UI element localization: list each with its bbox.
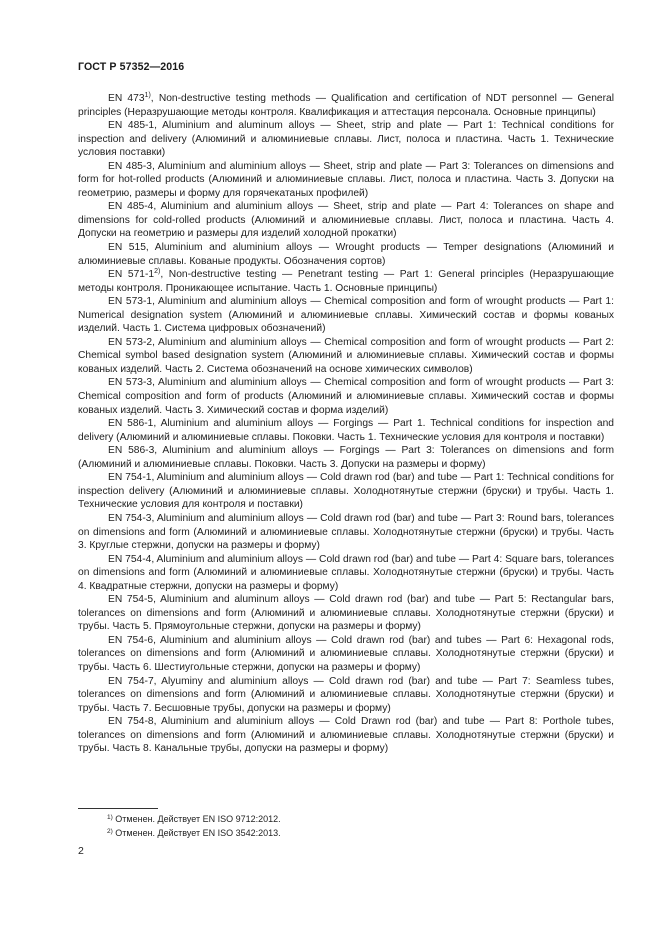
footnote-ref: 1): [144, 92, 151, 99]
reference-entry: [78, 471, 614, 512]
standard-description: , Aluminium and aluminium alloys — Forgings — Part 3: Tolerances on dimensions and form (Алюминий и алюминиевые сплавы. Поковки. Часть 3. Допуски на размеры и форму): [78, 445, 614, 470]
standard-code: EN 515: [108, 242, 146, 254]
reference-entry: [78, 417, 614, 444]
standard-code: EN 473: [108, 93, 145, 104]
standard-description: , Aluminium and aluminium alloys — Sheet, strip and plate — Part 3: Tolerances on dimensions and form for hot-rolled products (Алюминий и алюминиевые сплавы. Лист, полоса и пластина. Часть 3. Допуски на геометрию, размеры и форму для горячекатаных профилей): [78, 160, 614, 199]
standard-description: , Alyuminy and aluminium alloys — Cold drawn rod (bar) and tube — Part 7: Seamless tubes, tolerances on dimensions and form (Алюминий и алюминиевые сплавы. Холоднотянутые стержни (бруски) и трубы. Часть 7. Бесшовные трубы, допуски на размеры и форму): [78, 675, 614, 714]
reference-entry: [78, 553, 614, 594]
standard-description: , Aluminium and aluminum alloys — Cold drawn rod (bar) and tube — Part 5: Rectangular bars, tolerances on dimensions and form (Алюминий и алюминиевые сплавы. Холоднотянутые стержни (бруски) и трубы. Часть 5. Прямоугольные стержни, допуски на размеры и форму): [78, 594, 614, 633]
page-number: 2: [78, 845, 84, 857]
footnote-ref: 2): [154, 268, 161, 276]
standard-code: EN 754-3: [108, 512, 152, 524]
standard-code: EN 754-5: [108, 594, 154, 606]
standard-code: EN 573-2: [108, 336, 153, 348]
standard-code: EN 754-7: [108, 675, 154, 687]
standard-code: EN 586-3: [108, 445, 155, 457]
standard-code: EN 754-4: [108, 553, 152, 565]
footnote-marker: 2): [107, 828, 113, 835]
standard-code: EN 571-1: [108, 269, 155, 281]
reference-entry: [78, 715, 614, 756]
standard-code: EN 485-3: [108, 160, 152, 172]
standard-description: , Aluminium and aluminium alloys — Cold Drawn rod (bar) and tube — Part 8: Porthole tubes, tolerances on dimensions and form (Алюминий и алюминиевые сплавы. Холоднотянутые стержни (бруски) и трубы. Часть 8. Канальные трубы, допуски на размеры и форму): [78, 716, 614, 755]
standard-description: , Aluminium and aluminium alloys — Chemical composition and form of wrought products — Part 2: Chemical symbol based designation system (Алюминий и алюминиевые сплавы. Химический состав и формы кованых изделий. Часть 2. Система обозначений на основе химических символов): [78, 336, 614, 375]
reference-entry: [78, 376, 614, 417]
reference-entry: [78, 675, 614, 716]
standard-code: EN 754-8: [108, 716, 154, 728]
reference-entry: [78, 200, 614, 241]
standard-code: EN 485-1: [108, 120, 155, 132]
reference-entry: [78, 336, 614, 377]
footnotes: [107, 812, 281, 840]
standard-description: , Aluminium and aluminium alloys — Wrought products — Temper designations (Алюминий и алюминиевые сплавы. Кованые продукты. Обозначения сортов): [78, 242, 614, 267]
standard-description: , Aluminium and aluminium alloys — Forgings — Part 1. Technical conditions for inspection and delivery (Алюминий и алюминиевые сплавы. Поковки. Часть 1. Технические условия для контроля и поставки): [78, 418, 614, 443]
reference-entry: [78, 593, 614, 634]
standard-code: EN 485-4: [108, 201, 154, 213]
footnote: [107, 826, 281, 840]
standard-description: , Aluminium and aluminium alloys — Sheet, strip and plate — Part 4: Tolerances on shape and dimensions for cold-rolled products (Алюминий и алюминиевые сплавы. Лист, полоса и пластина. Часть 4. Допуски на геометрию и размеры для изделий холодной прокатки): [78, 201, 614, 240]
standard-code: EN 586-1: [108, 418, 154, 430]
standard-description: , Aluminium and aluminium alloys — Cold drawn rod (bar) and tubes — Part 6: Hexagonal rods, tolerances on dimensions and form (Алюминий и алюминиевые сплавы. Холоднотянутые стержни (бруски) и трубы. Часть 6. Шестиугольные стержни, допуски на размеры и форму): [78, 634, 615, 673]
reference-entry: [78, 160, 614, 201]
footnote: [107, 812, 281, 826]
footnote-marker: 1): [107, 814, 113, 821]
reference-entry: [78, 268, 614, 295]
standard-description: , Aluminium and aluminium alloys — Chemical composition and form of wrought products — Part 3: Chemical composition and form of products (Алюминий и алюминиевые сплавы. Химический состав и формы кованых изделий. Часть 3. Химический состав и форма изделий): [78, 377, 614, 416]
standard-description: , Aluminium and aluminium alloys — Cold drawn rod (bar) and tube — Part 1: Technical conditions for inspection delivery (Алюминий и алюминиевые сплавы. Холоднотянутые стержни (бруски) и трубы. Часть 1. Технические условия для контроля и поставки): [78, 472, 614, 511]
standard-code: EN 754-1: [108, 472, 152, 484]
reference-entry: [78, 444, 614, 471]
standard-description: , Non-destructive testing — Penetrant testing — Part 1: General principles (Неразрушающие методы контроля. Проникающее испытание. Часть 1. Основные принципы): [78, 269, 615, 294]
footnote-text: Отменен. Действует EN ISO 3542:2013.: [115, 828, 281, 838]
references-list: [78, 92, 614, 756]
standard-description: , Aluminium and aluminum alloys — Sheet, strip and plate — Part 1: Technical conditions for inspection and delivery (Алюминий и алюминиевые сплавы. Лист, полоса и пластина. Часть 1. Технические условия поставки): [78, 120, 614, 159]
reference-entry: [78, 119, 614, 160]
reference-entry: [78, 295, 614, 336]
standard-code: EN 573-1: [108, 296, 153, 308]
footnote-divider: [78, 808, 158, 809]
reference-entry: [78, 241, 614, 268]
reference-entry: [78, 512, 614, 553]
standard-description: , Aluminium and aluminium alloys — Chemical composition and form of wrought products — Part 1: Numerical designation system (Алюминий и алюминиевые сплавы. Химический состав и формы кованых изделий. Часть 1. Система цифровых обозначений): [78, 296, 614, 335]
document-header: ГОСТ Р 57352—2016: [78, 61, 185, 73]
reference-entry: [78, 634, 614, 675]
standard-description: , Aluminium and aluminium alloys — Cold drawn rod (bar) and tube — Part 4: Square bars, tolerances on dimensions and form (Алюминий и алюминиевые сплавы. Холоднотянутые стержни (бруски) и трубы. Часть 4. Квадратные стержни, допуски на размеры и форму): [78, 553, 614, 592]
standard-description: , Aluminium and aluminium alloys — Cold drawn rod (bar) and tube — Part 3: Round bars, tolerances on dimensions and form (Алюминий и алюминиевые сплавы. Холоднотянутые стержни (бруски) и трубы. Часть 3. Круглые стержни, допуски на размеры и форму): [78, 512, 614, 552]
standard-code: EN 573-3: [108, 377, 153, 389]
standard-description: , Non-destructive testing methods — Qualification and certification of NDT personnel — General principles (Неразрушающие методы контроля. Квалификация и аттестация персонала. Основные принципы): [78, 93, 614, 118]
reference-entry: [78, 92, 614, 119]
standard-code: EN 754-6: [108, 634, 154, 646]
footnote-text: Отменен. Действует EN ISO 9712:2012.: [115, 814, 281, 824]
